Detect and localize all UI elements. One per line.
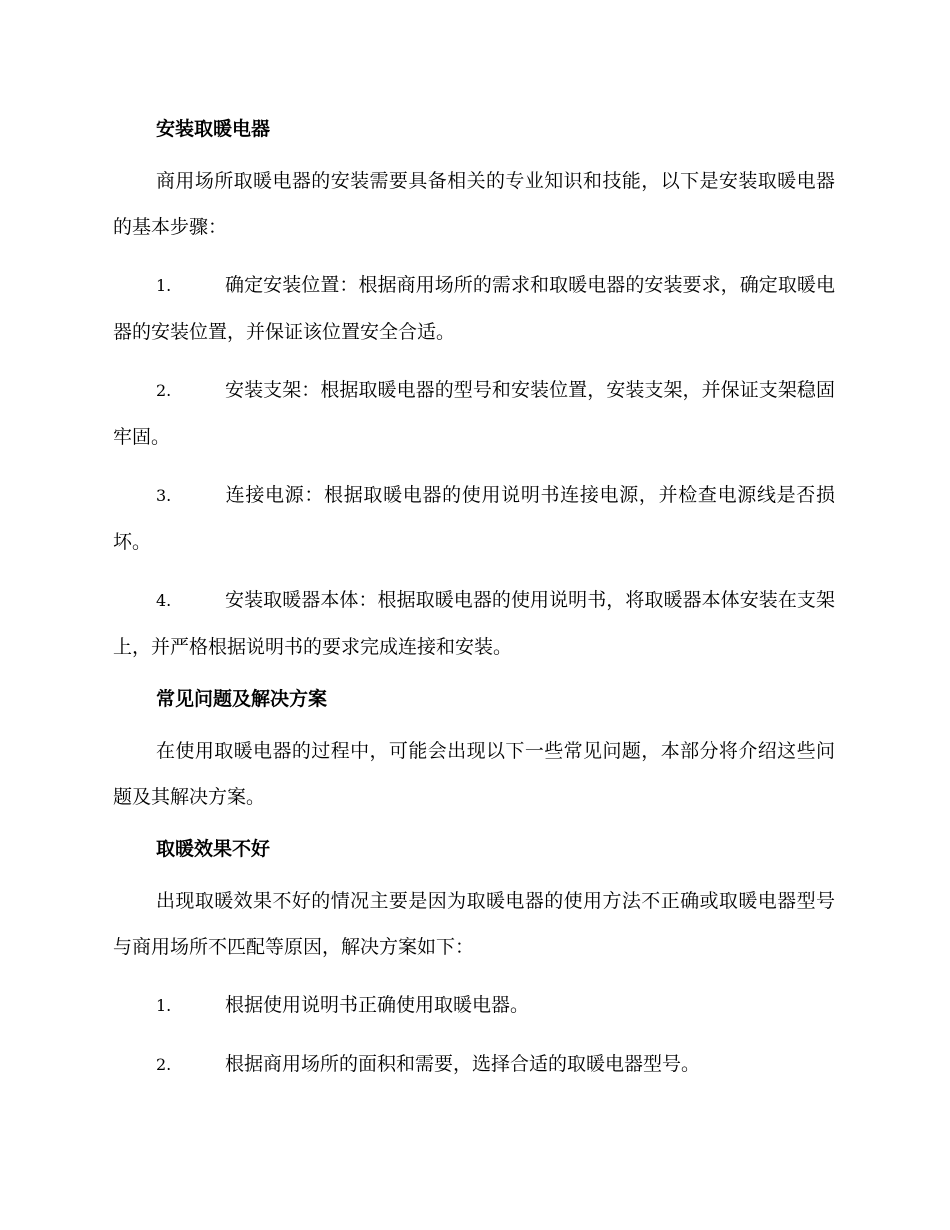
faq-intro-paragraph: 在使用取暖电器的过程中，可能会出现以下一些常见问题，本部分将介绍这些问题及其解决方案。 [113, 740, 835, 808]
list-number: 3. [156, 486, 172, 505]
section-heading-faq: 常见问题及解决方案 [156, 688, 328, 710]
list-number: 2. [156, 381, 172, 400]
section-heading-poor-heating: 取暖效果不好 [156, 838, 271, 860]
install-step-3 [113, 472, 835, 565]
list-number: 2. [156, 1055, 172, 1074]
list-number: 4. [156, 591, 172, 610]
document-content [113, 112, 835, 1100]
list-text: 连接电源：根据取暖电器的使用说明书连接电源，并检查电源线是否损坏。 [113, 484, 835, 553]
list-text: 确定安装位置：根据商用场所的需求和取暖电器的安装要求，确定取暖电器的安装位置，并保证该位置安全合适。 [113, 274, 835, 343]
list-text: 根据使用说明书正确使用取暖电器。 [225, 994, 530, 1016]
section-heading-install: 安装取暖电器 [156, 118, 271, 140]
poor-heating-step-1 [113, 982, 835, 1029]
install-step-4 [113, 577, 835, 670]
list-number: 1. [156, 996, 172, 1015]
install-intro-paragraph: 商用场所取暖电器的安装需要具备相关的专业知识和技能，以下是安装取暖电器的基本步骤： [113, 170, 835, 238]
list-text: 安装支架：根据取暖电器的型号和安装位置，安装支架，并保证支架稳固牢固。 [113, 379, 835, 448]
poor-heating-step-2 [113, 1041, 835, 1088]
list-text: 安装取暖器本体：根据取暖电器的使用说明书，将取暖器本体安装在支架上，并严格根据说明书的要求完成连接和安装。 [113, 589, 835, 658]
list-number: 1. [156, 276, 172, 295]
install-step-1 [113, 262, 835, 355]
list-text: 根据商用场所的面积和需要，选择合适的取暖电器型号。 [225, 1053, 701, 1075]
install-step-2 [113, 367, 835, 460]
poor-heating-intro-paragraph: 出现取暖效果不好的情况主要是因为取暖电器的使用方法不正确或取暖电器型号与商用场所不匹配等原因，解决方案如下： [113, 890, 835, 958]
